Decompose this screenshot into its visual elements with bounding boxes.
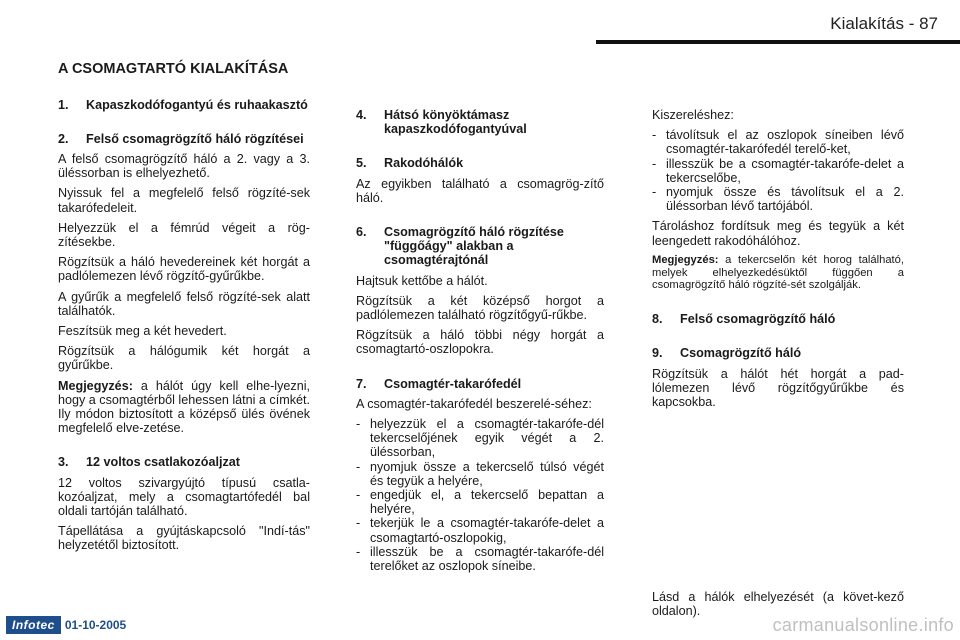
note-label: Megjegyzés:	[652, 253, 719, 266]
paragraph: Az egyikben található a csomagrög-zítő háló.	[356, 176, 604, 205]
column-3	[652, 108, 904, 415]
list-item: - távolítsuk el az oszlopok síneiben lévő csomagtér-takarófedél terelő-ket,	[652, 128, 904, 156]
column-2	[356, 108, 604, 579]
paragraph: Nyissuk fel a megfelelő felső rögzíté-sek takarófedeleit.	[58, 186, 310, 215]
heading-3-text: 12 voltos csatlakozóaljzat	[86, 455, 240, 470]
heading-7-text: Csomagtér-takarófedél	[384, 376, 522, 391]
heading-3	[58, 455, 310, 469]
paragraph: Rögzítsük a háló többi négy horgát a csomagtartó-oszlopokra.	[356, 328, 604, 357]
heading-7-number: 7.	[356, 376, 367, 391]
heading-2	[58, 132, 310, 146]
heading-5-number: 5.	[356, 156, 367, 171]
heading-3-number: 3.	[58, 455, 69, 470]
note-label: Megjegyzés:	[58, 378, 133, 393]
heading-4-text: Hátsó könyöktámasz kapaszkodófogantyúval	[384, 108, 527, 137]
heading-6	[356, 225, 604, 268]
paragraph: Tároláshoz fordítsuk meg és tegyük a két leengedett rakodóhálóhoz.	[652, 219, 904, 248]
heading-8	[652, 312, 904, 326]
paragraph: A gyűrűk a megfelelő felső rögzíté-sek alatt találhatók.	[58, 289, 310, 318]
heading-9-number: 9.	[652, 346, 663, 361]
list-item: - engedjük el, a tekercselő bepattan a helyére,	[356, 488, 604, 516]
heading-5-text: Rakodóhálók	[384, 156, 464, 171]
paragraph: Hajtsuk kettőbe a hálót.	[356, 273, 488, 288]
heading-6-text: Csomagrögzítő háló rögzítése "függőágy" alakban a csomagtérajtónál	[384, 225, 564, 268]
infotec-logo: Infotec	[6, 616, 61, 634]
paragraph: Rögzítsük a háló hevedereinek két horgát a padlólemezen lévő rögzítő-gyűrűkbe.	[58, 255, 310, 284]
bottom-note: Lásd a hálók elhelyezését (a követ-kező oldalon).	[652, 590, 904, 618]
watermark: carmanualsonline.info	[772, 615, 954, 635]
heading-7	[356, 377, 604, 391]
paragraph: Rögzítsük a hálógumik két horgát a gyűrűkbe.	[58, 344, 310, 373]
list-item: - nyomjuk össze a tekercselő túlsó végét és tegyük a helyére,	[356, 460, 604, 488]
paragraph: Tápellátása a gyújtáskapcsoló "Indí-tás" helyzetétől biztosított.	[58, 524, 310, 553]
note-text: a tekercselőn két horog található, melyek elhelyezkedésüktől függően a csomagrögzítő háló rögzíté-sét szolgálják.	[652, 253, 904, 292]
list-item: - nyomjuk össze és távolítsuk el a 2. üléssorban lévő tartójából.	[652, 185, 904, 213]
heading-8-number: 8.	[652, 312, 663, 327]
heading-8-text: Felső csomagrögzítő háló	[680, 312, 836, 327]
heading-4	[356, 108, 604, 136]
paragraph: A felső csomagrögzítő háló a 2. vagy a 3. üléssorban is elhelyezhető.	[58, 151, 310, 181]
paragraph: Rögzítsük a két középső horgot a padlólemezen található rögzítőgyű-rűkbe.	[356, 293, 604, 323]
install-steps-list	[356, 417, 604, 573]
paragraph: Rögzítsük a hálót hét horgát a pad-lólemezen lévő rögzítőgyűrűkbe és kapcsokba.	[652, 366, 904, 410]
heading-2-number: 2.	[58, 131, 69, 146]
heading-2-text: Felső csomagrögzítő háló rögzítései	[86, 131, 304, 146]
paragraph: A csomagtér-takarófedél beszerelé-séhez:	[356, 396, 592, 411]
note-text: a hálót úgy kell elhe-lyezni, hogy a csomagtérből lehessen látni a címkét. Ily módon biztosított a középső ülés övének megfelelő elve-zetése.	[58, 378, 311, 436]
heading-1-number: 1.	[58, 97, 69, 112]
note-paragraph	[652, 254, 904, 292]
heading-1-text: Kapaszkodófogantyú és ruhaakasztó	[86, 97, 308, 112]
removal-steps-list	[652, 128, 904, 213]
list-item: - helyezzük el a csomagtér-takarófe-dél tekercselőjének egyik végét a 2. üléssorban,	[356, 417, 604, 460]
paragraph: Feszítsük meg a két hevedert.	[58, 323, 227, 338]
heading-9	[652, 346, 904, 360]
list-item: - illesszük be a csomagtér-takarófe-dél terelőket az oszlopok síneibe.	[356, 545, 604, 573]
page-header: Kialakítás - 87	[830, 14, 938, 33]
heading-9-text: Csomagrögzítő háló	[680, 346, 802, 361]
paragraph: Helyezzük el a fémrúd végeit a rög-zítésekbe.	[58, 220, 310, 249]
page-title: A CSOMAGTARTÓ KIALAKÍTÁSA	[58, 61, 289, 77]
heading-6-number: 6.	[356, 225, 367, 240]
list-item: - illesszük be a csomagtér-takarófe-delet a tekercselőbe,	[652, 157, 904, 185]
heading-5	[356, 156, 604, 170]
footer	[6, 616, 126, 634]
paragraph: Kiszereléshez:	[652, 108, 734, 122]
note-paragraph	[58, 379, 310, 436]
heading-1	[58, 98, 310, 112]
header-rule	[596, 40, 960, 44]
heading-4-number: 4.	[356, 108, 367, 122]
paragraph: 12 voltos szivargyújtó típusú csatla-kozóaljzat, mely a csomagtartófedél bal oldali tartóján található.	[58, 475, 310, 518]
column-1	[58, 62, 310, 559]
list-item: - tekerjük le a csomagtér-takarófe-delet a csomagtartó-oszlopokig,	[356, 516, 604, 544]
footer-date: 01-10-2005	[64, 618, 127, 632]
